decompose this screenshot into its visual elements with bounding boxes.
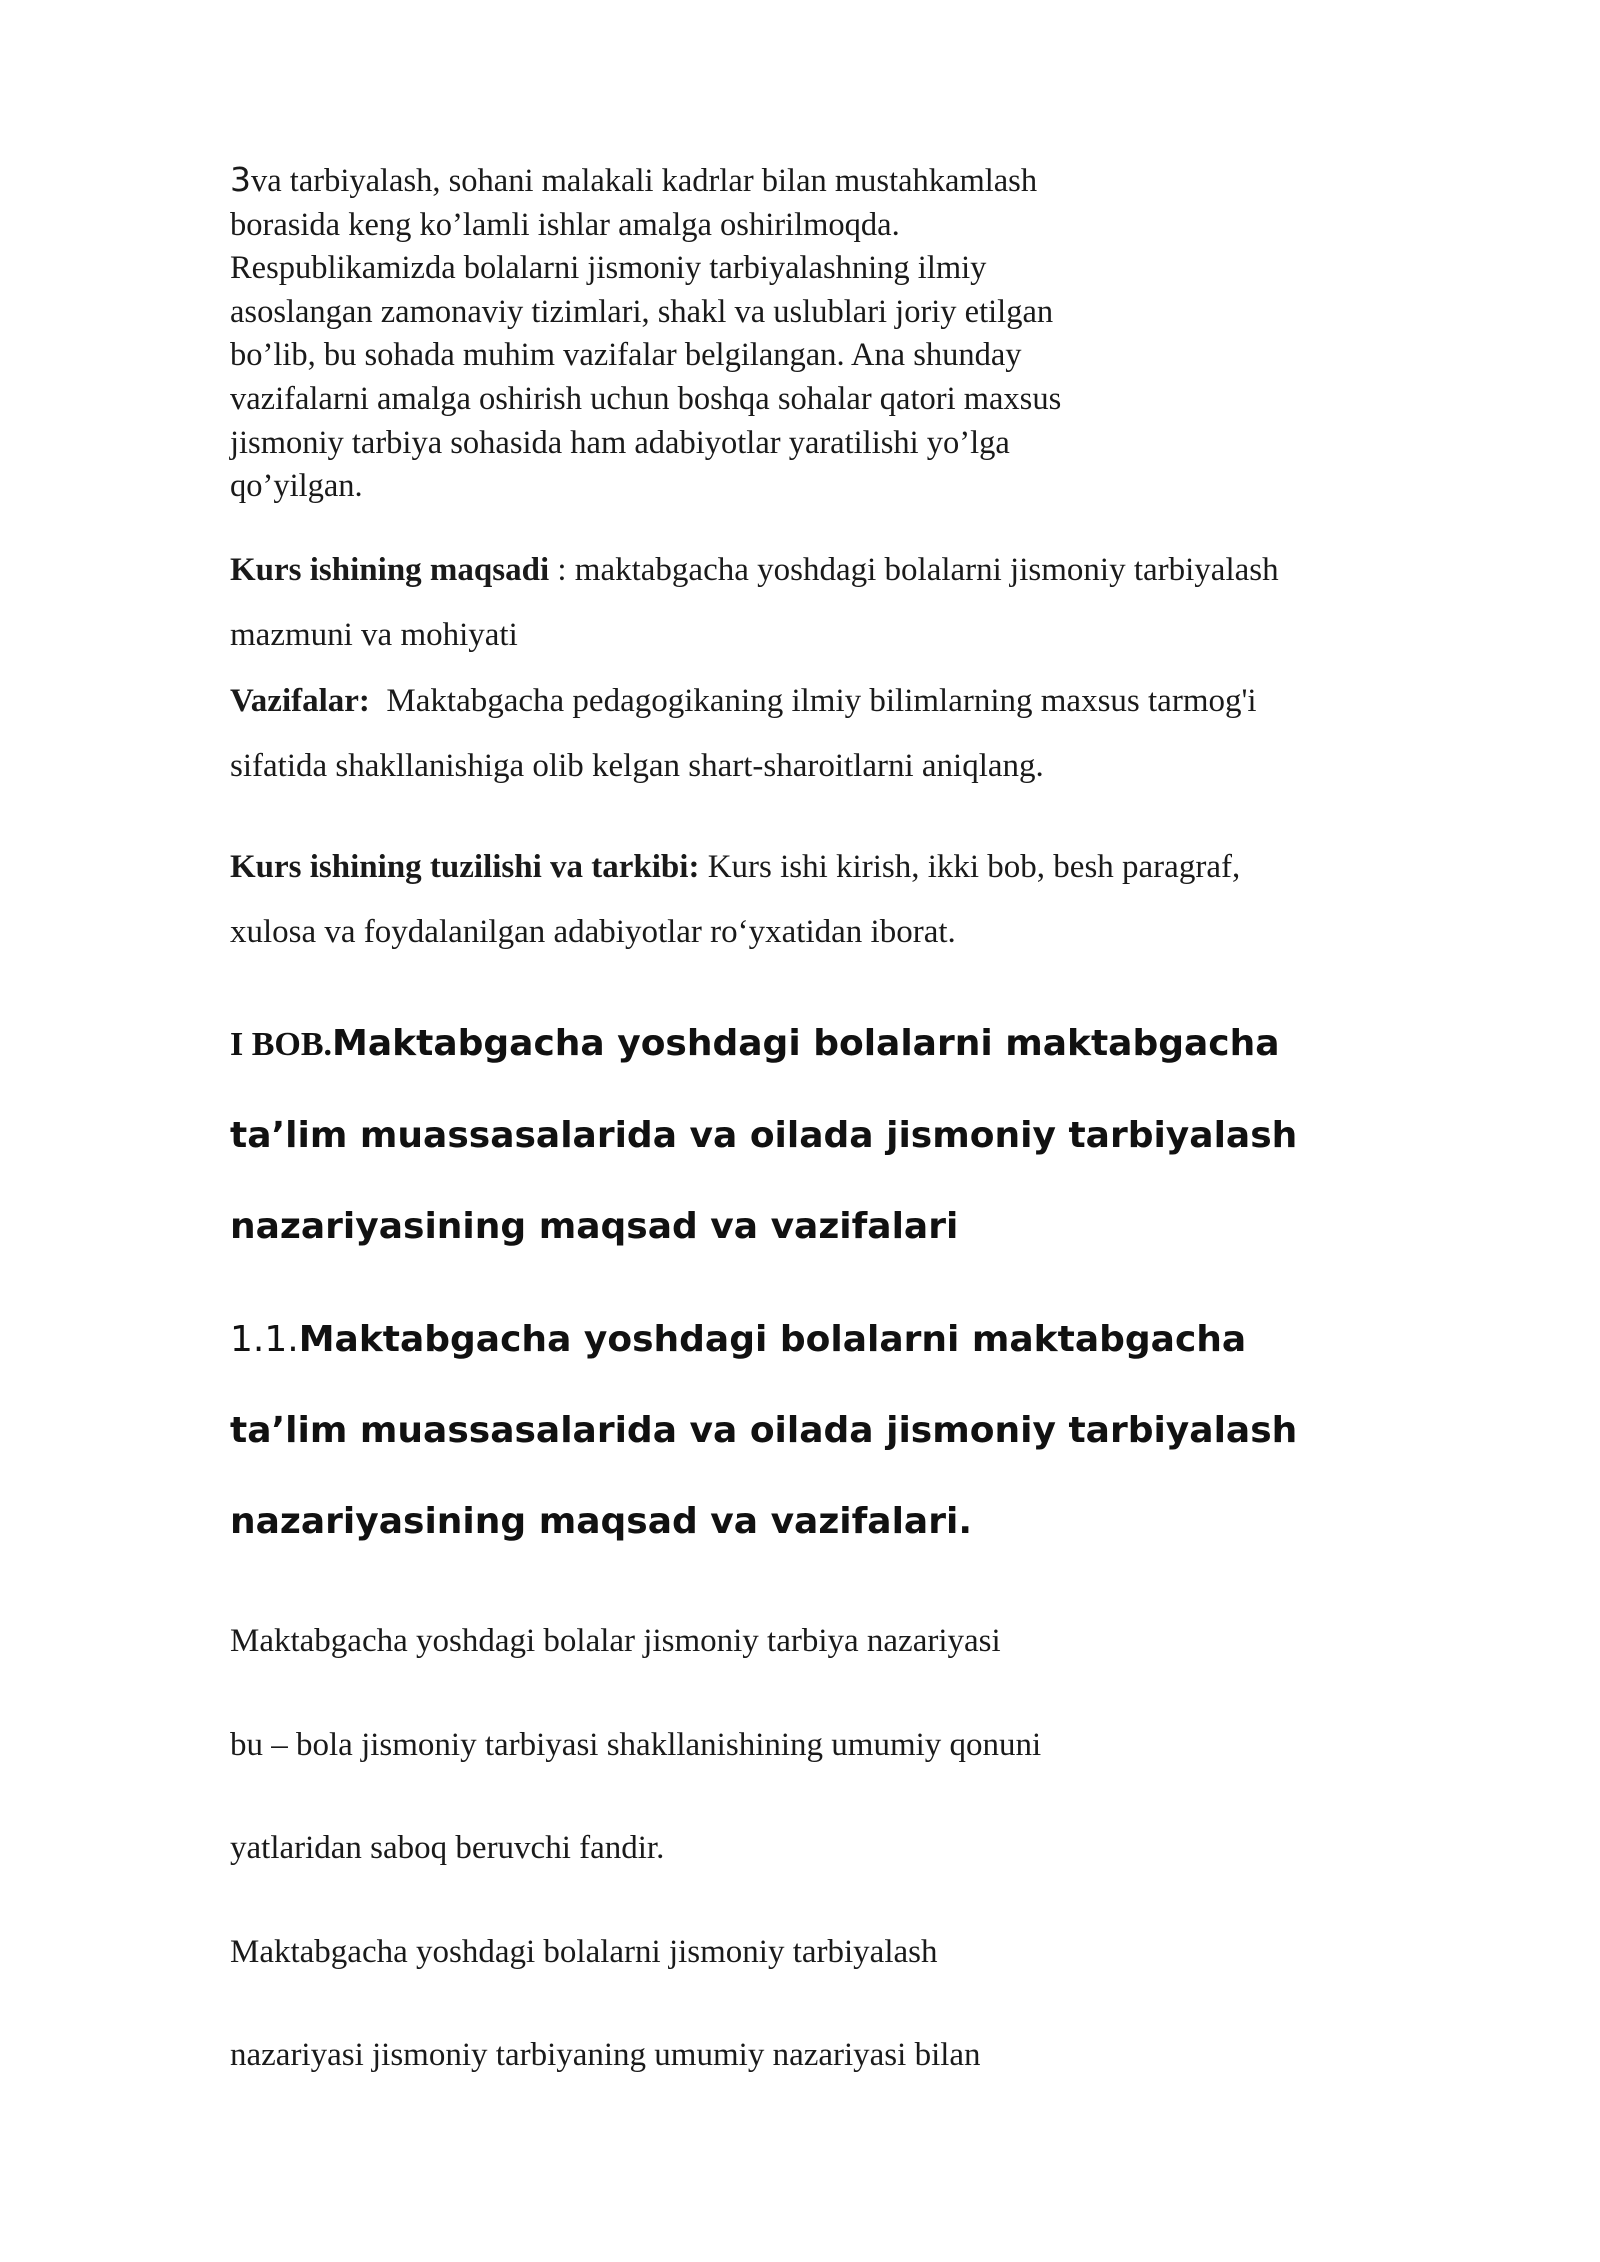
body-line: yatlaridan saboq beruvchi fandir.: [230, 1830, 665, 1866]
intro-line: bo’lib, bu sohada muhim vazifalar belgilangan. Ana shunday: [230, 337, 1022, 374]
body-line: Maktabgacha yoshdagi bolalarni jismoniy tarbiyalash: [230, 1933, 938, 1970]
tasks-line: [230, 669, 1490, 734]
chapter-heading-line: nazariyasining maqsad va vazifalari: [230, 1206, 959, 1247]
tasks-label: Vazifalar:: [230, 683, 370, 719]
structure-paragraph: [230, 835, 1490, 965]
intro-line-text: va tarbiyalash, sohani malakali kadrlar bilan mustahkamlash: [251, 163, 1038, 199]
intro-line: qo’yilgan.: [230, 468, 363, 505]
intro-line: jismoniy tarbiya sohasida ham adabiyotlar yaratilishi yo’lga: [230, 424, 1010, 461]
intro-paragraph: [230, 158, 1230, 509]
intro-line: Respublikamizda bolalarni jismoniy tarbiyalashning ilmiy: [230, 250, 987, 287]
page-number-lead: 3: [230, 160, 251, 199]
intro-line: borasida keng ko’lamli ishlar amalga oshirilmoqda.: [230, 206, 900, 243]
tasks-paragraph: [230, 669, 1490, 799]
chapter-heading-line: ta’lim muassasalarida va oilada jismoniy tarbiyalash: [230, 1115, 1298, 1156]
intro-line: vazifalarni amalga oshirish uchun boshqa sohalar qatori maxsus: [230, 380, 1062, 417]
structure-text: Kurs ishi kirish, ikki bob, besh paragraf,: [699, 849, 1241, 885]
body-line: bu – bola jismoniy tarbiyasi shakllanishining umumiy qonuni: [230, 1726, 1042, 1763]
goal-label: Kurs ishining maqsadi: [230, 552, 550, 588]
chapter-heading: [230, 998, 1430, 1272]
intro-line: asoslangan zamonaviy tizimlari, shakl va uslublari joriy etilgan: [230, 293, 1054, 330]
section-heading-line: ta’lim muassasalarida va oilada jismoniy tarbiyalash: [230, 1410, 1298, 1451]
goal-paragraph: [230, 538, 1490, 668]
chapter-heading-line: [230, 998, 1430, 1090]
tasks-line: sifatida shakllanishiga olib kelgan shart-sharoitlarni aniqlang.: [230, 748, 1044, 784]
structure-line: [230, 835, 1490, 900]
section-heading-line: [230, 1294, 1430, 1385]
chapter-prefix: I BOB.: [230, 1026, 333, 1063]
goal-line: [230, 538, 1490, 603]
structure-label: Kurs ishining tuzilishi va tarkibi:: [230, 849, 700, 885]
section-number: 1.1.: [230, 1319, 299, 1360]
body-line: nazariyasi jismoniy tarbiyaning umumiy nazariyasi bilan: [230, 2037, 981, 2073]
structure-line: xulosa va foydalanilgan adabiyotlar ro‘yxatidan iborat.: [230, 914, 956, 950]
body-line: Maktabgacha yoshdagi bolalar jismoniy tarbiya nazariyasi: [230, 1623, 1001, 1659]
tasks-text: Maktabgacha pedagogikaning ilmiy bilimlarning maxsus tarmog'i: [369, 683, 1257, 719]
section-title-text: Maktabgacha yoshdagi bolalarni maktabgacha: [298, 1319, 1247, 1360]
goal-line: mazmuni va mohiyati: [230, 617, 518, 653]
section-heading: [230, 1294, 1430, 1567]
chapter-title-text: Maktabgacha yoshdagi bolalarni maktabgacha: [332, 1023, 1280, 1064]
section-heading-line: nazariyasining maqsad va vazifalari.: [230, 1501, 972, 1542]
intro-line: [230, 158, 1230, 204]
goal-text: : maktabgacha yoshdagi bolalarni jismoniy tarbiyalash: [549, 552, 1279, 588]
body-paragraph: [230, 1590, 1430, 2108]
